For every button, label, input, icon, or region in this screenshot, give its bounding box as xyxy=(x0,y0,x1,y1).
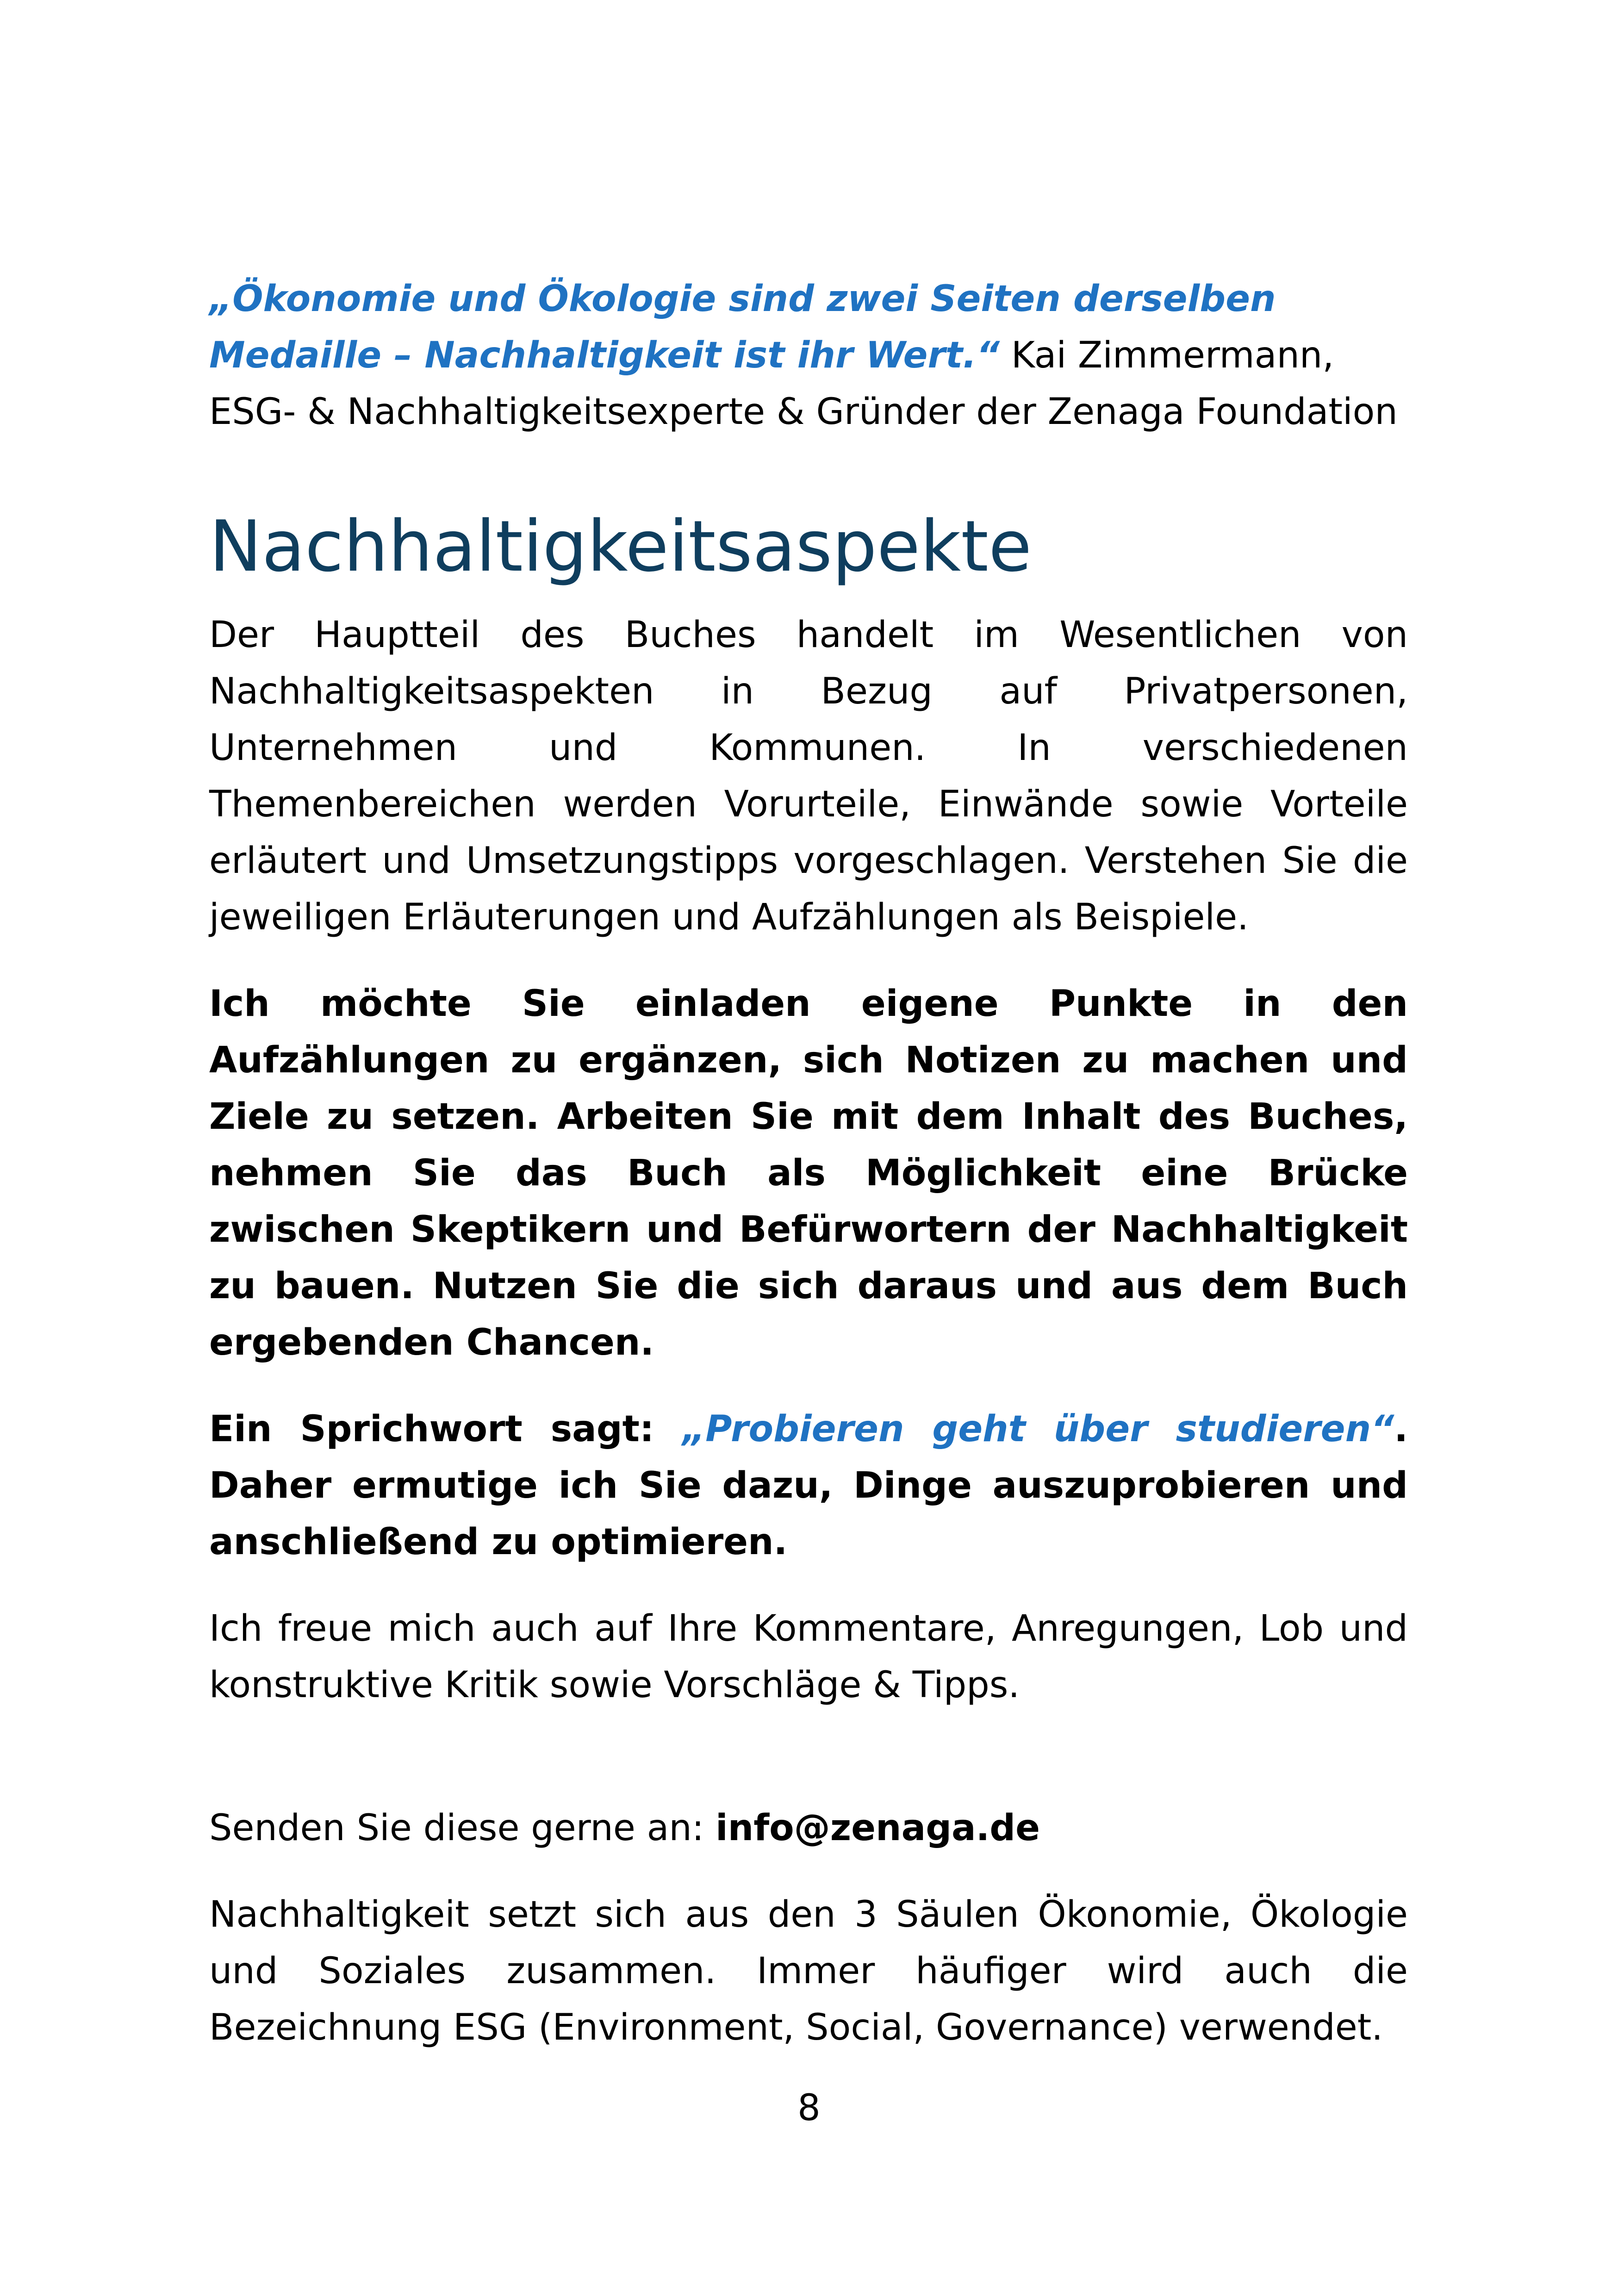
epigraph-quote: „Ökonomie und Ökologie sind zwei Seiten derselben Medaille – Nachhaltigkeit ist ihr Wert.“ xyxy=(209,278,1276,376)
paragraph-contact xyxy=(209,1800,1408,1856)
section-heading: Nachhaltigkeitsaspekte xyxy=(209,505,1032,587)
page-number: 8 xyxy=(797,2087,821,2129)
page-content xyxy=(209,271,1408,2056)
paragraph-invitation: Ich möchte Sie einladen eigene Punkte in den Aufzählungen zu ergänzen, sich Notizen zu machen und Ziele zu setzen. Arbeiten Sie mit dem Inhalt des Buches, nehmen Sie das Buch als Möglichkeit eine Brücke zwischen Skeptikern und Befürwortern der Nachhaltigkeit zu bauen. Nutzen Sie die sich daraus und aus dem Buch ergebenden Chancen. xyxy=(209,983,1408,1363)
contact-lead: Senden Sie diese gerne an: xyxy=(209,1807,716,1849)
proverb-quote: „Probieren geht über studieren“ xyxy=(682,1408,1394,1450)
paragraph-feedback: Ich freue mich auch auf Ihre Kommentare, Anregungen, Lob und konstruktive Kritik sowie Vorschläge & Tipps. xyxy=(209,1608,1408,1706)
paragraph-proverb xyxy=(209,1401,1408,1570)
paragraph-intro: Der Hauptteil des Buches handelt im Wesentlichen von Nachhaltigkeitsaspekten in Bezug auf Privatpersonen, Unternehmen und Kommunen. In verschiedenen Themenbereichen werden Vorurteile, Einwände sowie Vorteile erläutert und Umsetzungstipps vorgeschlagen. Verstehen Sie die jeweiligen Erläuterungen und Aufzählungen als Beispiele. xyxy=(209,614,1408,938)
epigraph xyxy=(209,271,1408,440)
epigraph-attribution: Kai Zimmermann, ESG- & Nachhaltigkeitsexperte & Gründer der Zenaga Foundation xyxy=(209,335,1398,433)
contact-email: info@zenaga.de xyxy=(715,1807,1040,1849)
paragraph-pillars: Nachhaltigkeit setzt sich aus den 3 Säulen Ökonomie, Ökologie und Soziales zusammen. Immer häufiger wird auch die Bezeichnung ESG (Environment, Social, Governance) verwendet. xyxy=(209,1894,1408,2048)
proverb-lead: Ein Sprichwort sagt: xyxy=(209,1408,683,1450)
proverb-rest: . Daher ermutige ich Sie dazu, Dinge auszuprobieren und anschließend zu optimieren. xyxy=(209,1408,1408,1563)
